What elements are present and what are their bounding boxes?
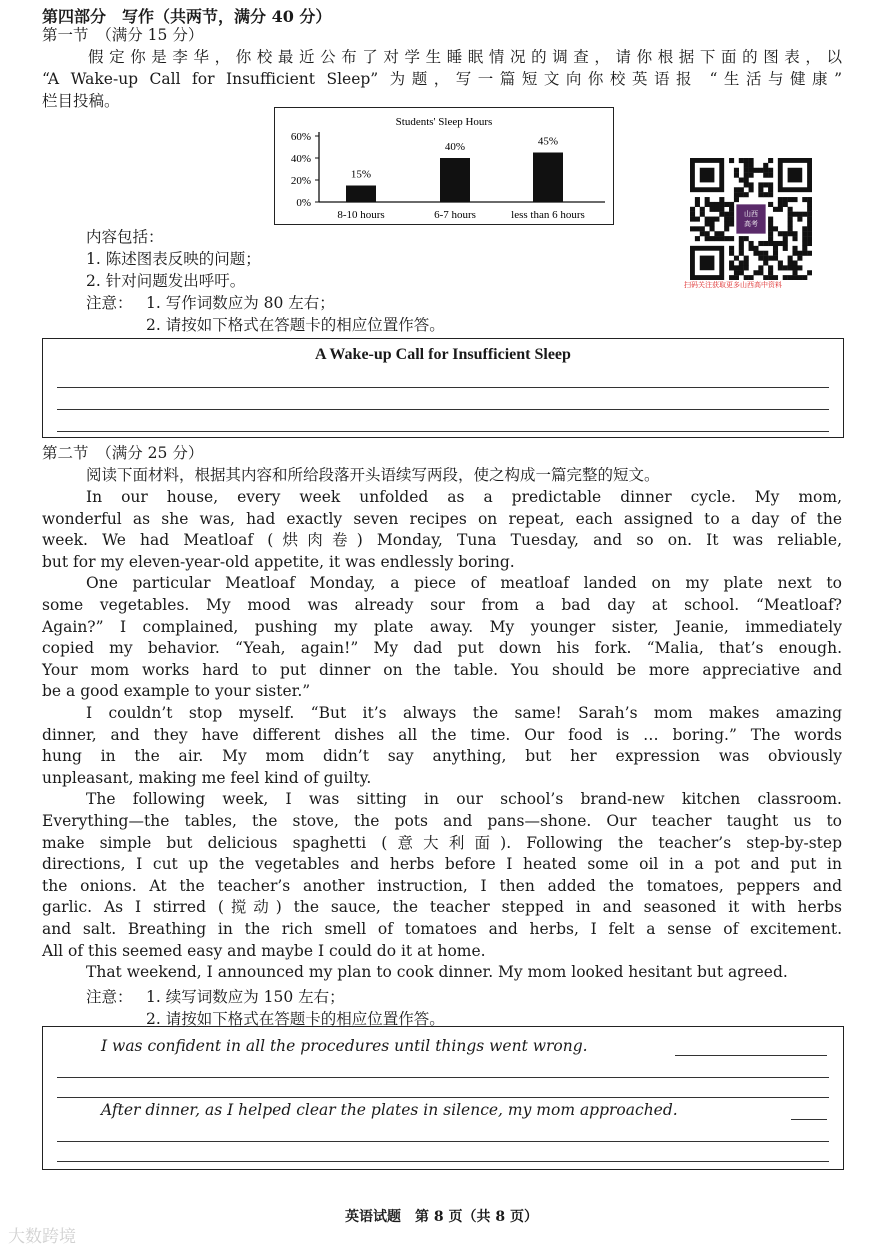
qr-module (807, 202, 812, 207)
qr-module (758, 270, 763, 275)
qr-module (763, 192, 768, 197)
qr-module (763, 168, 768, 173)
qr-module (783, 241, 788, 246)
qr-module (773, 207, 778, 212)
notes2-item-2: 2. 请按如下格式在答题卡的相应位置作答。 (146, 1010, 445, 1028)
qr-module (797, 256, 802, 261)
section2-instruction: 阅读下面材料，根据其内容和所给段落开头语续写两段，使之构成一篇完整的短文。 (86, 466, 660, 484)
qr-module (773, 246, 778, 251)
qr-module (719, 202, 724, 207)
qr-module (744, 178, 749, 183)
qr-module (710, 221, 715, 226)
qr-module (749, 246, 754, 251)
qr-module (734, 265, 739, 270)
qr-module (773, 251, 778, 256)
notes1-item-2: 2. 请按如下格式在答题卡的相应位置作答。 (146, 316, 445, 334)
passage-line: and salt. Breathing in the rich smell of tomatoes and herbs, I felt a sense of excitement. (42, 920, 842, 938)
qr-module (714, 217, 719, 222)
qr-module (797, 251, 802, 256)
qr-module (729, 221, 734, 226)
qr-module (768, 226, 773, 231)
qr-module (802, 251, 807, 256)
qr-module (768, 221, 773, 226)
writing-line (57, 1077, 829, 1078)
passage-line: but for my eleven-year-old appetite, it was endlessly boring. (42, 552, 515, 571)
passage-line: the onions. At the teacher’s another instruction, I then added the tomatoes, peppers and (42, 876, 842, 895)
qr-module (802, 236, 807, 241)
content-item-2: 2. 针对问题发出呼吁。 (86, 272, 246, 290)
qr-module (807, 226, 812, 231)
qr-module (739, 246, 744, 251)
qr-module (744, 236, 749, 241)
qr-module (758, 168, 763, 173)
writing-line (57, 409, 829, 410)
qr-module (758, 187, 763, 192)
qr-module (758, 241, 763, 246)
qr-module (739, 236, 744, 241)
qr-module (690, 217, 695, 222)
passage-line: some vegetables. My mood was already sour from a bad day at school. “Meatloaf? (42, 596, 842, 614)
qr-module (807, 251, 812, 256)
qr-module (724, 217, 729, 222)
qr-module (744, 182, 749, 187)
qr-module (797, 265, 802, 270)
qr-module (734, 256, 739, 261)
qr-module (763, 163, 768, 168)
qr-module (783, 265, 788, 270)
qr-module (802, 197, 807, 202)
qr-module (739, 270, 744, 275)
qr-code[interactable] (690, 158, 812, 280)
qr-module (729, 246, 734, 251)
qr-module (763, 182, 768, 187)
qr-module (744, 256, 749, 261)
qr-module (773, 241, 778, 246)
notes1-label: 注意： (86, 294, 133, 312)
qr-module (734, 187, 739, 192)
qr-module (749, 241, 754, 246)
bar-value-label: 15% (350, 168, 372, 181)
qr-module (768, 202, 773, 207)
qr-module (792, 275, 797, 280)
writing-line (57, 431, 829, 432)
x-category-label: 8-10 hours (337, 209, 385, 221)
qr-module (778, 202, 783, 207)
continuation-prompt-2: After dinner, as I helped clear the plates in silence, my mom approached. (101, 1101, 678, 1119)
qr-module (778, 265, 783, 270)
task-line-3: 栏目投稿。 (42, 92, 120, 110)
qr-module (783, 231, 788, 236)
qr-module (753, 251, 758, 256)
qr-module (719, 197, 724, 202)
passage-line: I couldn’t stop myself. “But it’s always the same! Sarah’s mom makes amazing (86, 704, 842, 722)
notes2-item-1: 1. 续写词数应为 150 左右； (146, 988, 345, 1006)
qr-module (778, 231, 783, 236)
answer-box-1[interactable] (42, 338, 844, 438)
qr-module (729, 202, 734, 207)
qr-module (719, 231, 724, 236)
qr-module (695, 217, 700, 222)
qr-module (783, 197, 788, 202)
qr-module (788, 212, 793, 217)
qr-module (710, 207, 715, 212)
qr-module (734, 192, 739, 197)
x-category-label: 6-7 hours (434, 209, 476, 221)
qr-module (783, 202, 788, 207)
qr-module (792, 260, 797, 265)
qr-module (705, 197, 710, 202)
qr-module (690, 212, 695, 217)
qr-module (729, 236, 734, 241)
writing-line (791, 1119, 827, 1120)
passage-line: Again?” I complained, pushing my plate away. My younger sister, Jeanie, immediately (42, 617, 842, 636)
qr-module (802, 275, 807, 280)
qr-module (749, 168, 754, 173)
qr-module (719, 207, 724, 212)
part-title: 第四部分 写作（共两节，满分 40 分） (42, 7, 332, 26)
qr-module (768, 173, 773, 178)
qr-module (802, 246, 807, 251)
qr-finder (788, 168, 803, 183)
qr-module (802, 226, 807, 231)
qr-module (753, 270, 758, 275)
qr-finder (700, 168, 715, 183)
qr-module (749, 187, 754, 192)
qr-module (783, 236, 788, 241)
qr-module (792, 212, 797, 217)
section1-title: 第一节 （满分 15 分） (42, 26, 204, 44)
sleep-hours-chart (274, 107, 614, 225)
qr-module (792, 246, 797, 251)
bar-6-7-hours (440, 158, 470, 202)
qr-module (788, 226, 793, 231)
passage-line: dinner, and they have different dishes all the time. Our food is … boring.” The words (42, 725, 842, 744)
passage-line: Everything—the tables, the stove, the pots and pans—shone. Our teacher taught us to (42, 812, 842, 830)
qr-module (710, 236, 715, 241)
qr-module (739, 178, 744, 183)
qr-module (807, 197, 812, 202)
qr-module (719, 236, 724, 241)
qr-module (729, 158, 734, 163)
qr-module (705, 217, 710, 222)
qr-module (807, 207, 812, 212)
qr-module (753, 246, 758, 251)
bar-8-10-hours (346, 186, 376, 203)
content-item-1: 1. 陈述图表反映的问题； (86, 250, 261, 268)
answer-box-2[interactable] (42, 1026, 844, 1170)
qr-module (802, 241, 807, 246)
qr-code-graphic (690, 158, 812, 280)
qr-module (714, 236, 719, 241)
y-tick-label: 0% (296, 197, 311, 209)
qr-module (710, 202, 715, 207)
qr-module (724, 212, 729, 217)
passage-line: make simple but delicious spaghetti (意大利面). Following the teacher’s step-by-step (42, 833, 842, 852)
writing-line (57, 1161, 829, 1162)
qr-module (802, 212, 807, 217)
passage-line: Your mom works hard to put dinner on the table. You should be more appreciative and (42, 660, 842, 679)
qr-module (778, 197, 783, 202)
qr-module (695, 197, 700, 202)
qr-module (768, 182, 773, 187)
qr-module (807, 221, 812, 226)
qr-module (744, 192, 749, 197)
qr-module (768, 270, 773, 275)
qr-module (807, 270, 812, 275)
passage-line: wonderful as she was, had exactly seven recipes on repeat, each assigned to a day of the (42, 509, 842, 528)
qr-module (753, 168, 758, 173)
qr-module (700, 207, 705, 212)
qr-module (792, 251, 797, 256)
qr-module (792, 231, 797, 236)
qr-module (768, 236, 773, 241)
qr-module (744, 173, 749, 178)
bar-value-label: 45% (537, 135, 559, 148)
qr-module (792, 236, 797, 241)
qr-module (744, 260, 749, 265)
qr-module (792, 197, 797, 202)
qr-module (739, 265, 744, 270)
qr-module (792, 265, 797, 270)
qr-module (729, 212, 734, 217)
writing-line (57, 1097, 829, 1098)
writing-line (57, 387, 829, 388)
passage-line: In our house, every week unfolded as a predictable dinner cycle. My mom, (86, 488, 842, 506)
answer-box-title: A Wake-up Call for Insufficient Sleep (315, 346, 571, 363)
qr-module (705, 236, 710, 241)
qr-module (758, 251, 763, 256)
qr-module (758, 182, 763, 187)
qr-center-logo (736, 204, 765, 233)
qr-module (802, 231, 807, 236)
qr-module (729, 251, 734, 256)
qr-module (768, 231, 773, 236)
qr-module (729, 265, 734, 270)
qr-module (763, 173, 768, 178)
qr-module (695, 226, 700, 231)
qr-module (724, 236, 729, 241)
qr-module (744, 168, 749, 173)
notes2-label: 注意： (86, 988, 133, 1006)
qr-module (807, 212, 812, 217)
qr-module (749, 158, 754, 163)
qr-center-label: 山西 (744, 210, 758, 218)
passage-line: That weekend, I announced my plan to cook dinner. My mom looked hesitant but agreed. (86, 963, 788, 982)
task-line-1: 假定你是李华，你校最近公布了对学生睡眠情况的调查，请你根据下面的图表，以 (88, 48, 842, 66)
qr-module (690, 226, 695, 231)
qr-module (788, 197, 793, 202)
qr-module (739, 241, 744, 246)
passage-line: week. We had Meatloaf (烘肉卷) Monday, Tuna Tuesday, and so on. It was reliable, (42, 531, 842, 550)
bar-less-than-6-hours (533, 153, 563, 203)
page-footer: 英语试题 第 8 页（共 8 页） (345, 1209, 538, 1225)
y-tick-label: 20% (290, 175, 311, 187)
qr-module (763, 251, 768, 256)
qr-module (768, 192, 773, 197)
passage-line: be a good example to your sister.” (42, 682, 311, 701)
qr-module (768, 158, 773, 163)
passage-line: All of this seemed easy and maybe I could do it at home. (42, 941, 486, 960)
bar-value-label: 40% (444, 141, 466, 153)
y-tick-label: 40% (290, 153, 311, 165)
qr-module (739, 192, 744, 197)
passage-line: unpleasant, making me feel kind of guilty. (42, 768, 372, 787)
qr-module (714, 202, 719, 207)
qr-module (792, 270, 797, 275)
passage-line: The following week, I was sitting in our school’s brand-new kitchen classroom. (86, 790, 842, 809)
qr-module (778, 260, 783, 265)
qr-module (734, 197, 739, 202)
qr-module (768, 265, 773, 270)
writing-line (675, 1055, 827, 1056)
qr-module (768, 241, 773, 246)
qr-module (739, 187, 744, 192)
qr-module (724, 202, 729, 207)
qr-module (768, 217, 773, 222)
qr-module (705, 221, 710, 226)
qr-module (788, 265, 793, 270)
qr-finder (700, 256, 715, 271)
qr-module (714, 231, 719, 236)
qr-center-label: 高考 (744, 220, 758, 228)
qr-module (788, 260, 793, 265)
qr-module (749, 173, 754, 178)
qr-module (749, 163, 754, 168)
qr-module (768, 256, 773, 261)
qr-module (700, 231, 705, 236)
passage-line: One particular Meatloaf Monday, a piece of meatloaf landed on my plate next to (86, 574, 842, 593)
qr-module (710, 226, 715, 231)
passage-line: garlic. As I stirred (搅动) the sauce, the teacher stepped in and seasoned it with herbs (42, 898, 842, 917)
qr-module (773, 256, 778, 261)
qr-module (734, 270, 739, 275)
qr-module (729, 260, 734, 265)
qr-module (788, 221, 793, 226)
qr-module (719, 212, 724, 217)
qr-module (758, 265, 763, 270)
qr-module (788, 217, 793, 222)
qr-module (695, 236, 700, 241)
qr-module (807, 217, 812, 222)
qr-module (695, 202, 700, 207)
qr-module (773, 226, 778, 231)
qr-module (744, 265, 749, 270)
chart-title: Students' Sleep Hours (395, 116, 493, 128)
qr-module (700, 212, 705, 217)
qr-module (763, 256, 768, 261)
qr-module (734, 173, 739, 178)
qr-module (705, 202, 710, 207)
qr-module (783, 275, 788, 280)
qr-module (807, 236, 812, 241)
watermark-logo: 大数跨境 (8, 1227, 76, 1247)
y-tick-label: 60% (290, 131, 311, 143)
passage-line: copied my behavior. “Yeah, again!” My dad put down his fork. “Malia, that’s enough. (42, 639, 842, 658)
passage-line: directions, I cut up the vegetables and herbs before I heated some oil in a pot and put in (42, 855, 842, 874)
content-title: 内容包括： (86, 228, 164, 246)
qr-module (758, 192, 763, 197)
qr-module (797, 212, 802, 217)
qr-module (763, 241, 768, 246)
qr-module (724, 221, 729, 226)
x-category-label: less than 6 hours (511, 209, 585, 221)
qr-module (768, 168, 773, 173)
qr-module (807, 241, 812, 246)
qr-module (788, 231, 793, 236)
qr-module (710, 217, 715, 222)
qr-module (734, 168, 739, 173)
qr-module (797, 275, 802, 280)
qr-module (778, 207, 783, 212)
qr-module (749, 182, 754, 187)
qr-module (705, 231, 710, 236)
qr-module (778, 241, 783, 246)
qr-module (724, 226, 729, 231)
qr-module (714, 207, 719, 212)
qr-module (744, 158, 749, 163)
qr-module (807, 231, 812, 236)
notes1-item-1: 1. 写作词数应为 80 左右； (146, 294, 335, 312)
qr-module (744, 163, 749, 168)
qr-module (768, 187, 773, 192)
qr-module (739, 158, 744, 163)
qr-module (700, 226, 705, 231)
qr-module (797, 217, 802, 222)
qr-module (788, 256, 793, 261)
continuation-prompt-1: I was confident in all the procedures until things went wrong. (101, 1037, 588, 1055)
chart-canvas (275, 108, 613, 224)
qr-caption: 扫码关注获取更多山西高中资料 (684, 281, 782, 289)
qr-module (788, 275, 793, 280)
passage-line: hung in the air. My mom didn’t say anything, but her expression was obviously (42, 747, 842, 766)
task-line-2: “A Wake-up Call for Insufficient Sleep” 为题，写一篇短文向你校英语报 “生活与健康” (42, 70, 842, 88)
qr-module (739, 251, 744, 256)
qr-module (739, 260, 744, 265)
writing-line (57, 1141, 829, 1142)
section2-title: 第二节 （满分 25 分） (42, 444, 204, 462)
qr-module (729, 217, 734, 222)
qr-module (729, 207, 734, 212)
qr-module (783, 246, 788, 251)
qr-module (788, 207, 793, 212)
qr-module (758, 256, 763, 261)
qr-module (763, 260, 768, 265)
qr-module (690, 207, 695, 212)
